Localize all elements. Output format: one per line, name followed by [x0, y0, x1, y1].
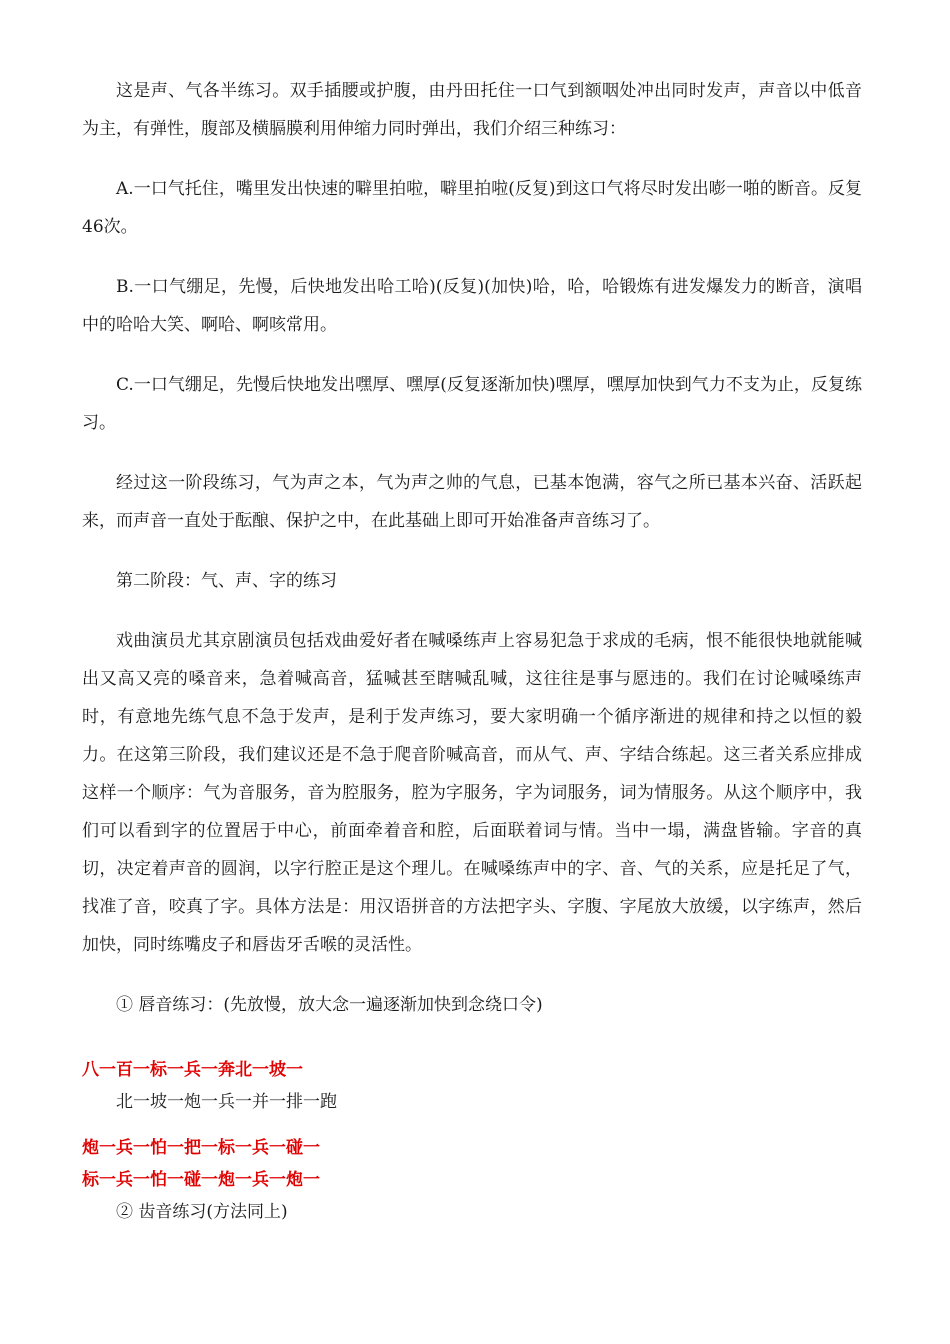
paragraph-exercise-b: B.一口气绷足，先慢，后快地发出哈工哈)(反复)(加快)哈，哈，哈锻炼有进发爆发力的断音，演唱中的哈哈大笑、啊哈、啊咳常用。 — [82, 277, 862, 335]
document-body — [82, 72, 862, 1228]
paragraph-breath-voice-intro: 这是声、气各半练习。双手插腰或护腹，由丹田托住一口气到额咽处冲出同时发声，声音以中低音为主，有弹性，腹部及横膈膜利用伸缩力同时弹出，我们介绍三种练习： — [82, 81, 862, 139]
paragraph-lip-sound-drill: ① 唇音练习：(先放慢，放大念一遍逐渐加快到念绕口令) — [116, 995, 543, 1015]
dental-sound-drill-heading: ② 齿音练习(方法同上) — [116, 1202, 288, 1222]
tongue-twister-line-red-2: 炮一兵一怕一把一标一兵一碰一 — [82, 1138, 320, 1158]
paragraph-exercise-c: C.一口气绷足，先慢后快地发出嘿厚、嘿厚(反复逐渐加快)嘿厚，嘿厚加快到气力不支为止，反复练习。 — [82, 375, 862, 433]
section-heading-stage-two: 第二阶段：气、声、字的练习 — [116, 571, 337, 591]
paragraph-exercise-a: A.一口气托住，嘴里发出快速的噼里拍啦，噼里拍啦(反复)到这口气将尽时发出嘭一啪的断音。反复46次。 — [82, 179, 862, 237]
paragraph-stage-two-body: 戏曲演员尤其京剧演员包括戏曲爱好者在喊嗓练声上容易犯急于求成的毛病，恨不能很快地就能喊出又高又亮的嗓音来，急着喊高音，猛喊甚至瞎喊乱喊，这往往是事与愿违的。我们在讨论喊嗓练声时，有意地先练气息不急于发声，是利于发声练习，要大家明确一个循序渐进的规律和持之以恒的毅力。在这第三阶段，我们建议还是不急于爬音阶喊高音，而从气、声、字结合练起。这三者关系应排成这样一个顺序：气为音服务，音为腔服务，腔为字服务，字为词服务，词为情服务。从这个顺序中，我们可以看到字的位置居于中心，前面牵着音和腔，后面联着词与情。当中一塌，满盘皆输。字音的真切，决定着声音的圆润，以字行腔正是这个理儿。在喊嗓练声中的字、音、气的关系，应是托足了气，找准了音，咬真了字。具体方法是：用汉语拼音的方法把字头、字腹、字尾放大放缓，以字练声，然后加快，同时练嘴皮子和唇齿牙舌喉的灵活性。 — [82, 631, 862, 955]
tongue-twister-line-red-3: 标一兵一怕一碰一炮一兵一炮一 — [82, 1170, 320, 1190]
tongue-twister-line-1: 北一坡一炮一兵一并一排一跑 — [116, 1092, 337, 1112]
tongue-twister-line-red-1: 八一百一标一兵一奔北一坡一 — [82, 1060, 303, 1080]
paragraph-stage-summary: 经过这一阶段练习，气为声之本，气为声之帅的气息，已基本饱满，容气之所已基本兴奋、活跃起来，而声音一直处于酝酿、保护之中，在此基础上即可开始准备声音练习了。 — [82, 473, 862, 531]
